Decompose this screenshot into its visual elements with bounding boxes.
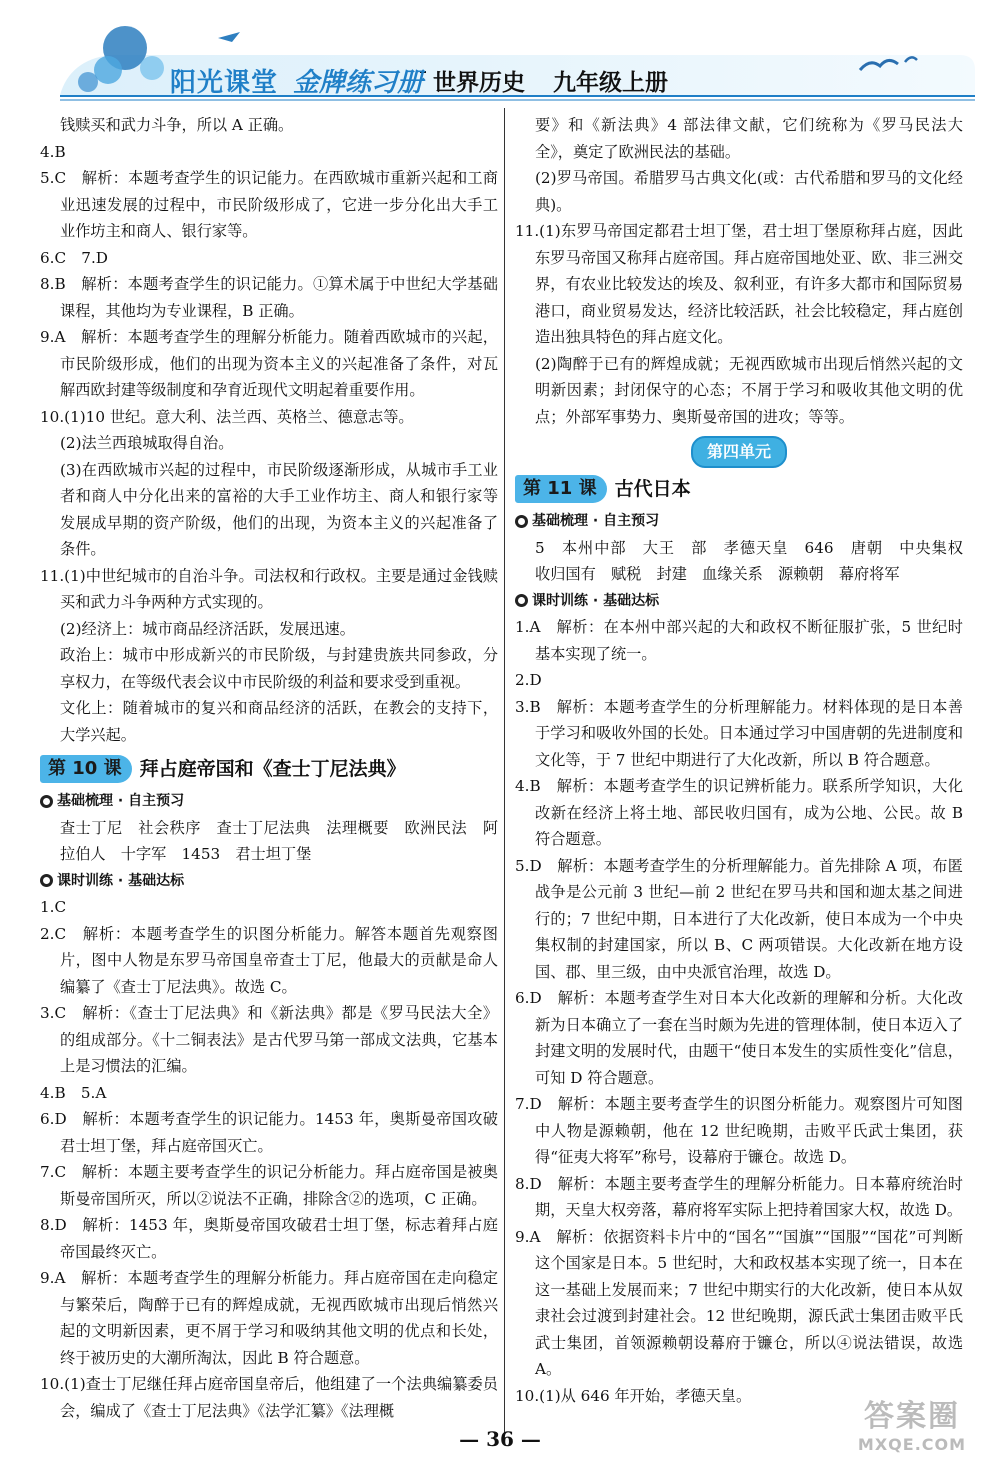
section-heading-text: 基础梳理 · 自主预习 (532, 513, 660, 529)
left-column (40, 112, 498, 1424)
section-heading (40, 788, 498, 815)
lesson-number-badge: 第 11 课 (515, 475, 607, 503)
section-heading-text: 基础梳理 · 自主预习 (57, 793, 185, 809)
answer-subitem: 政治上：城市中形成新兴的市民阶级，与封建贵族共同参政，分享权力，在等级代表会议中市民阶级的利益和要求受到重视。 (60, 646, 498, 691)
answer-item: 1.C (40, 898, 67, 916)
answer-subitem: 文化上：随着城市的复兴和商品经济的活跃，在教会的支持下，大学兴起。 (60, 699, 498, 744)
answer-item: 5.C 解析：本题考查学生的识记能力。在西欧城市重新兴起和工商业迅速发展的过程中，市民阶级形成了，它进一步分化出大手工业作坊主和商人、银行家等。 (40, 169, 498, 240)
answer-item: 10.(1)从 646 年开始，孝德天皇。 (515, 1386, 752, 1405)
bullet-icon (515, 594, 528, 607)
answer-subitem: (2)罗马帝国。希腊罗马古典文化(或：古代希腊和罗马的文化经典)。 (535, 169, 963, 214)
bullet-icon (40, 874, 53, 887)
answer-item: 2.C 解析：本题考查学生的识图分析能力。解答本题首先观察图片，图中人物是东罗马帝国皇帝查士丁尼，他最大的贡献是命人编纂了《查士丁尼法典》。故选 C。 (40, 924, 498, 996)
answer-item: 7.D 解析：本题主要考查学生的识图分析能力。观察图片可知图中人物是源赖朝，他在 12 世纪晚期，击败平氏武士集团，获得“征夷大将军”称号，设幕府于镰仓。故选 D。 (515, 1095, 963, 1166)
answer-item: 10.(1)查士丁尼继任拜占庭帝国皇帝后，他组建了一个法典编纂委员会，编成了《查士丁尼法典》《法学汇纂》《法理概 (40, 1375, 498, 1420)
section-heading-text: 课时训练 · 基础达标 (57, 872, 185, 889)
answer-item: 3.B 解析：本题考查学生的分析理解能力。材料体现的是日本善于学习和吸收外国的长处。日本通过学习中国唐朝的先进制度和文化等，于 7 世纪中期进行了大化改新，所以 B 符合题意。 (515, 697, 963, 769)
lesson-11-heading (515, 474, 963, 504)
answer-item: 11.(1)东罗马帝国定都君士坦丁堡，君士坦丁堡原称拜占庭，因此东罗马帝国又称拜占庭帝国。拜占庭帝国地处亚、欧、非三洲交界，有农业比较发达的埃及、叙利亚，有许多大都市和国际贸易港口，商业贸易发达，经济比较活跃，社会比较稳定，拜占庭创造出独具特色的拜占庭文化。 (515, 222, 963, 346)
answer-item: 9.A 解析：依据资料卡片中的“国名”“国旗”“国服”“国花”可判断这个国家是日本。5 世纪时，大和政权基本实现了统一，日本在这一基础上发展而来；7 世纪中期实行的大化改新，使日本从奴隶社会过渡到封建社会。12 世纪晚期，源氏武士集团击败平氏武士集团，首领源赖朝设幕府于镰仓，所以④说法错误，故选 A。 (515, 1227, 963, 1378)
answer-item: 8.B 解析：本题考查学生的识记能力。①算术属于中世纪大学基础课程，其他均为专业课程，B 正确。 (40, 275, 498, 320)
keywords-text: 查士丁尼 社会秩序 查士丁尼法典 法理概要 欧洲民法 阿拉伯人 十字军 1453 君士坦丁堡 (60, 818, 498, 863)
answer-item: 3.C 解析：《查士丁尼法典》和《新法典》都是《罗马民法大全》的组成部分。《十二铜表法》是古代罗马第一部成文法典，它基本上是习惯法的汇编。 (40, 1004, 498, 1075)
lesson-10-heading (40, 754, 498, 784)
answer-item: 8.D 解析：本题主要考查学生的理解分析能力。日本幕府统治时期，天皇大权旁落，幕府将军实际上把持着国家大权，故选 D。 (515, 1174, 963, 1219)
lesson-title: 拜占庭帝国和《查士丁尼法典》 (139, 757, 406, 780)
keywords-text: 5 本州中部 大王 部 孝德天皇 646 唐朝 中央集权 收归国有 赋税 封建 血缘关系 源赖朝 幕府将军 (535, 538, 979, 583)
answer-item: 9.A 解析：本题考查学生的理解分析能力。随着西欧城市的兴起，市民阶级形成，他们的出现为资本主义的兴起准备了条件，对瓦解西欧封建等级制度和孕育近现代文明起着重要作用。 (40, 328, 498, 399)
answer-subitem: (3)在西欧城市兴起的过程中，市民阶级逐渐形成，从城市手工业者和商人中分化出来的富裕的大手工业作坊主、商人和银行家等发展成早期的资产阶级，他们的出现，为资本主义的兴起准备了条件。 (60, 460, 498, 558)
brand-subtitle: 金牌练习册 (293, 68, 424, 98)
section-heading (515, 508, 963, 535)
answer-item: 8.D 解析：1453 年，奥斯曼帝国攻破君士坦丁堡，标志着拜占庭帝国最终灭亡。 (40, 1216, 498, 1261)
answer-item: 4.B 5.A (40, 1083, 107, 1102)
section-heading (40, 868, 498, 895)
answer-item: 6.C 7.D (40, 248, 108, 267)
section-heading-text: 课时训练 · 基础达标 (532, 592, 660, 609)
unit-badge: 第四单元 (691, 436, 787, 468)
answer-subitem: (2)陶醉于已有的辉煌成就；无视西欧城市出现后悄然兴起的文明新因素；封闭保守的心态；不屑于学习和吸收其他文明的优点；外部军事势力、奥斯曼帝国的进攻；等等。 (535, 354, 963, 426)
page-header (0, 0, 1000, 110)
answer-item: 6.D 解析：本题考查学生的识记能力。1453 年，奥斯曼帝国攻破君士坦丁堡，拜占庭帝国灭亡。 (40, 1110, 498, 1155)
right-column (515, 112, 979, 1409)
subject-label: 世界历史 (433, 70, 525, 96)
page-number: — 36 — (459, 1427, 541, 1451)
answer-subitem: (2)法兰西琅城取得自治。 (60, 434, 234, 452)
answer-item: 4.B (40, 142, 66, 161)
answer-subitem: (2)经济上：城市商品经济活跃，发展迅速。 (60, 619, 355, 638)
answer-item: 11.(1)中世纪城市的自治斗争。司法权和行政权。主要是通过金钱赎买和武力斗争两种方式实现的。 (40, 566, 498, 611)
answer-item: 7.C 解析：本题主要考查学生的识记分析能力。拜占庭帝国是被奥斯曼帝国所灭，所以②说法不正确，排除含②的选项，C 正确。 (40, 1163, 498, 1208)
unit-heading (515, 436, 963, 468)
answer-item: 10.(1)10 世纪。意大利、法兰西、英格兰、德意志等。 (40, 407, 414, 426)
answer-item: 6.D 解析：本题考查学生对日本大化改新的理解和分析。大化改新为日本确立了一套在当时颇为先进的管理体制，使日本迈入了封建文明的发展时代，由题干“使日本发生的实质性变化”信息，可知 D 符合题意。 (515, 989, 963, 1087)
answer-item: 5.D 解析：本题考查学生的分析理解能力。首先排除 A 项，布匿战争是公元前 3 世纪—前 2 世纪在罗马共和国和迦太基之间进行的；7 世纪中期，日本进行了大化改新，使日本成为一个中央集权制的封建国家，所以 B、C 两项错误。大化改新在地方设国、郡、里三级，由中央派官治理，故选 D。 (515, 856, 963, 981)
bullet-icon (515, 515, 528, 528)
answer-item: 1.A 解析：在本州中部兴起的大和政权不断征服扩张，5 世纪时基本实现了统一。 (515, 618, 963, 663)
answer-item: 9.A 解析：本题考查学生的理解分析能力。拜占庭帝国在走向稳定与繁荣后，陶醉于已有的辉煌成就，无视西欧城市出现后悄然兴起的文明新因素，更不屑于学习和吸纳其他文明的优点和长处，终于被历史的大潮所淘汰，因此 B 符合题意。 (40, 1269, 498, 1367)
lesson-title: 古代日本 (614, 477, 691, 500)
watermark-cn-text: 答案圈 (864, 1399, 960, 1434)
watermark-en-text: MXQE.COM (857, 1435, 967, 1454)
answer-text: 钱赎买和武力斗争，所以 A 正确。 (60, 116, 294, 134)
lesson-number-badge: 第 10 课 (40, 755, 132, 783)
brand-title: 阳光课堂 (170, 68, 279, 98)
grade-label: 九年级上册 (553, 70, 668, 96)
bullet-icon (40, 795, 53, 808)
section-heading (515, 588, 963, 615)
answer-item: 4.B 解析：本题考查学生的识记辨析能力。联系所学知识，大化改新在经济上将土地、部民收归国有，成为公地、公民。故 B 符合题意。 (515, 777, 963, 848)
column-divider (504, 108, 505, 1433)
watermark-logo (842, 1391, 982, 1453)
answer-item: 2.D (515, 671, 542, 689)
answer-text: 要》和《新法典》4 部法律文献，它们统称为《罗马民法大全》，奠定了欧洲民法的基础。 (535, 116, 963, 161)
